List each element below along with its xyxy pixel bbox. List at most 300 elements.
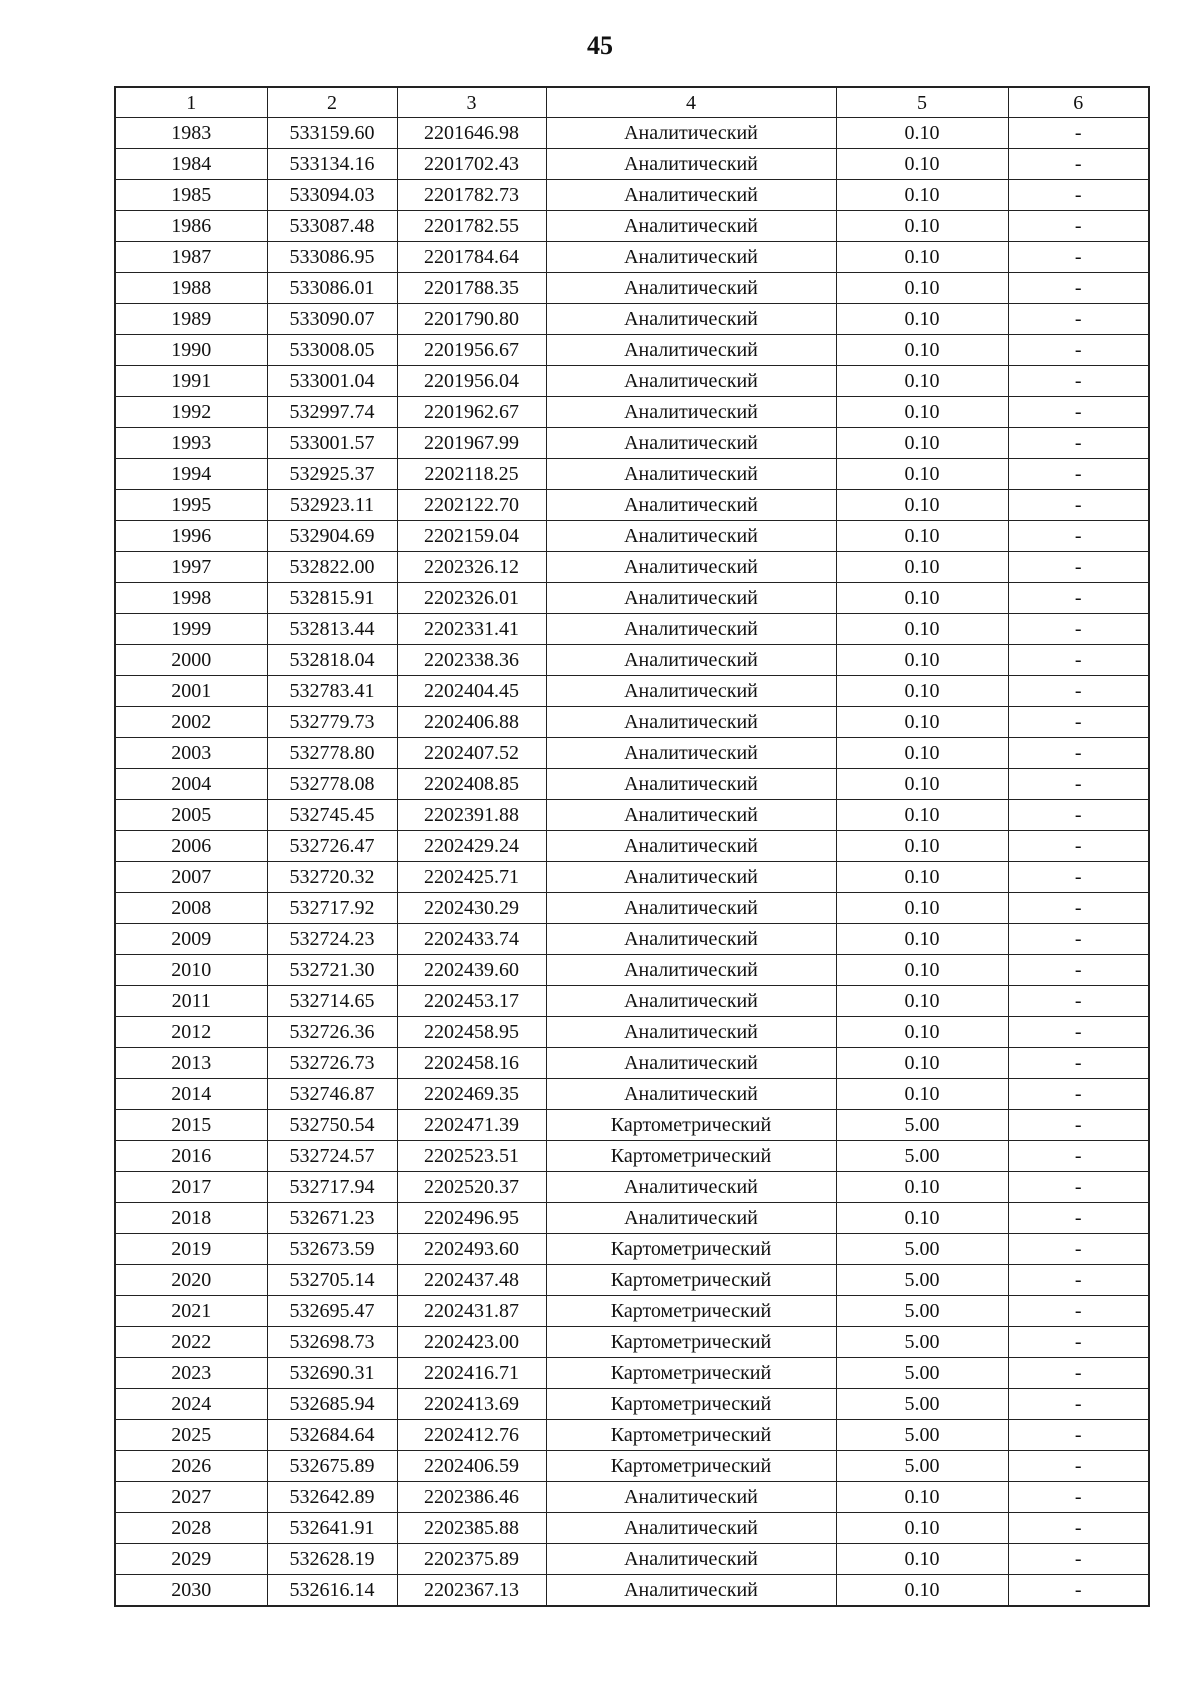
table-row (115, 397, 1149, 428)
point-number-cell: 1991 (115, 366, 267, 397)
column-header: 3 (397, 87, 546, 118)
x-coordinate-cell: 532616.14 (267, 1575, 397, 1607)
x-coordinate-cell: 532818.04 (267, 645, 397, 676)
y-coordinate-cell: 2202386.46 (397, 1482, 546, 1513)
accuracy-cell: 0.10 (836, 273, 1008, 304)
method-cell: Картометрический (546, 1358, 836, 1389)
accuracy-cell: 0.10 (836, 428, 1008, 459)
x-coordinate-cell: 532714.65 (267, 986, 397, 1017)
accuracy-cell: 0.10 (836, 676, 1008, 707)
y-coordinate-cell: 2201956.04 (397, 366, 546, 397)
method-cell: Аналитический (546, 459, 836, 490)
point-number-cell: 2025 (115, 1420, 267, 1451)
accuracy-cell: 0.10 (836, 831, 1008, 862)
method-cell: Аналитический (546, 521, 836, 552)
method-cell: Аналитический (546, 490, 836, 521)
table-row (115, 1296, 1149, 1327)
table-row (115, 1141, 1149, 1172)
table-row (115, 1234, 1149, 1265)
point-number-cell: 2027 (115, 1482, 267, 1513)
table-row (115, 180, 1149, 211)
note-cell: - (1008, 862, 1149, 893)
x-coordinate-cell: 533134.16 (267, 149, 397, 180)
accuracy-cell: 0.10 (836, 552, 1008, 583)
note-cell: - (1008, 304, 1149, 335)
accuracy-cell: 5.00 (836, 1327, 1008, 1358)
method-cell: Аналитический (546, 800, 836, 831)
y-coordinate-cell: 2202469.35 (397, 1079, 546, 1110)
note-cell: - (1008, 273, 1149, 304)
table-row (115, 955, 1149, 986)
accuracy-cell: 5.00 (836, 1420, 1008, 1451)
x-coordinate-cell: 532724.23 (267, 924, 397, 955)
table-row (115, 1079, 1149, 1110)
table-row (115, 428, 1149, 459)
point-number-cell: 1985 (115, 180, 267, 211)
method-cell: Аналитический (546, 428, 836, 459)
point-number-cell: 1992 (115, 397, 267, 428)
y-coordinate-cell: 2202416.71 (397, 1358, 546, 1389)
x-coordinate-cell: 532726.47 (267, 831, 397, 862)
method-cell: Аналитический (546, 738, 836, 769)
method-cell: Картометрический (546, 1420, 836, 1451)
method-cell: Аналитический (546, 273, 836, 304)
accuracy-cell: 0.10 (836, 924, 1008, 955)
point-number-cell: 1994 (115, 459, 267, 490)
x-coordinate-cell: 532717.94 (267, 1172, 397, 1203)
method-cell: Картометрический (546, 1327, 836, 1358)
y-coordinate-cell: 2202453.17 (397, 986, 546, 1017)
table-row (115, 1451, 1149, 1482)
y-coordinate-cell: 2202523.51 (397, 1141, 546, 1172)
x-coordinate-cell: 532822.00 (267, 552, 397, 583)
table-row (115, 1358, 1149, 1389)
table-header-row (115, 87, 1149, 118)
method-cell: Аналитический (546, 893, 836, 924)
table-row (115, 459, 1149, 490)
note-cell: - (1008, 645, 1149, 676)
point-number-cell: 2009 (115, 924, 267, 955)
note-cell: - (1008, 1048, 1149, 1079)
accuracy-cell: 0.10 (836, 1017, 1008, 1048)
accuracy-cell: 0.10 (836, 459, 1008, 490)
note-cell: - (1008, 180, 1149, 211)
method-cell: Аналитический (546, 397, 836, 428)
note-cell: - (1008, 1296, 1149, 1327)
note-cell: - (1008, 490, 1149, 521)
y-coordinate-cell: 2202118.25 (397, 459, 546, 490)
point-number-cell: 1995 (115, 490, 267, 521)
table-row (115, 1048, 1149, 1079)
x-coordinate-cell: 533001.57 (267, 428, 397, 459)
table-row (115, 1017, 1149, 1048)
note-cell: - (1008, 521, 1149, 552)
x-coordinate-cell: 532698.73 (267, 1327, 397, 1358)
x-coordinate-cell: 533159.60 (267, 118, 397, 149)
note-cell: - (1008, 459, 1149, 490)
x-coordinate-cell: 532904.69 (267, 521, 397, 552)
y-coordinate-cell: 2202439.60 (397, 955, 546, 986)
column-header: 5 (836, 87, 1008, 118)
table-row (115, 800, 1149, 831)
note-cell: - (1008, 831, 1149, 862)
x-coordinate-cell: 532705.14 (267, 1265, 397, 1296)
accuracy-cell: 5.00 (836, 1141, 1008, 1172)
point-number-cell: 2014 (115, 1079, 267, 1110)
method-cell: Аналитический (546, 986, 836, 1017)
x-coordinate-cell: 532925.37 (267, 459, 397, 490)
y-coordinate-cell: 2202408.85 (397, 769, 546, 800)
note-cell: - (1008, 986, 1149, 1017)
page-number: 45 (587, 31, 613, 60)
accuracy-cell: 0.10 (836, 1203, 1008, 1234)
y-coordinate-cell: 2202412.76 (397, 1420, 546, 1451)
method-cell: Аналитический (546, 1017, 836, 1048)
table-row (115, 1172, 1149, 1203)
note-cell: - (1008, 149, 1149, 180)
note-cell: - (1008, 1575, 1149, 1607)
x-coordinate-cell: 532717.92 (267, 893, 397, 924)
method-cell: Картометрический (546, 1451, 836, 1482)
method-cell: Аналитический (546, 583, 836, 614)
y-coordinate-cell: 2202433.74 (397, 924, 546, 955)
x-coordinate-cell: 532813.44 (267, 614, 397, 645)
accuracy-cell: 0.10 (836, 1079, 1008, 1110)
note-cell: - (1008, 1203, 1149, 1234)
accuracy-cell: 0.10 (836, 118, 1008, 149)
method-cell: Аналитический (546, 1482, 836, 1513)
accuracy-cell: 0.10 (836, 769, 1008, 800)
point-number-cell: 2030 (115, 1575, 267, 1607)
table-row (115, 769, 1149, 800)
y-coordinate-cell: 2202385.88 (397, 1513, 546, 1544)
x-coordinate-cell: 532690.31 (267, 1358, 397, 1389)
point-number-cell: 2012 (115, 1017, 267, 1048)
x-coordinate-cell: 532675.89 (267, 1451, 397, 1482)
accuracy-cell: 0.10 (836, 366, 1008, 397)
point-number-cell: 2022 (115, 1327, 267, 1358)
y-coordinate-cell: 2202430.29 (397, 893, 546, 924)
point-number-cell: 2026 (115, 1451, 267, 1482)
table-row (115, 1265, 1149, 1296)
x-coordinate-cell: 532815.91 (267, 583, 397, 614)
point-number-cell: 1986 (115, 211, 267, 242)
accuracy-cell: 0.10 (836, 1172, 1008, 1203)
y-coordinate-cell: 2202413.69 (397, 1389, 546, 1420)
table-row (115, 676, 1149, 707)
x-coordinate-cell: 532750.54 (267, 1110, 397, 1141)
method-cell: Картометрический (546, 1389, 836, 1420)
y-coordinate-cell: 2202471.39 (397, 1110, 546, 1141)
method-cell: Аналитический (546, 118, 836, 149)
coordinates-table (114, 86, 1150, 1607)
point-number-cell: 1988 (115, 273, 267, 304)
point-number-cell: 1989 (115, 304, 267, 335)
note-cell: - (1008, 924, 1149, 955)
note-cell: - (1008, 1420, 1149, 1451)
y-coordinate-cell: 2202493.60 (397, 1234, 546, 1265)
y-coordinate-cell: 2202375.89 (397, 1544, 546, 1575)
accuracy-cell: 5.00 (836, 1358, 1008, 1389)
x-coordinate-cell: 533090.07 (267, 304, 397, 335)
column-header: 1 (115, 87, 267, 118)
x-coordinate-cell: 533086.01 (267, 273, 397, 304)
note-cell: - (1008, 955, 1149, 986)
x-coordinate-cell: 532997.74 (267, 397, 397, 428)
method-cell: Аналитический (546, 335, 836, 366)
x-coordinate-cell: 532779.73 (267, 707, 397, 738)
method-cell: Аналитический (546, 955, 836, 986)
accuracy-cell: 0.10 (836, 242, 1008, 273)
accuracy-cell: 0.10 (836, 645, 1008, 676)
y-coordinate-cell: 2202406.59 (397, 1451, 546, 1482)
note-cell: - (1008, 769, 1149, 800)
accuracy-cell: 0.10 (836, 397, 1008, 428)
table-row (115, 1482, 1149, 1513)
point-number-cell: 2023 (115, 1358, 267, 1389)
table-row (115, 552, 1149, 583)
point-number-cell: 2016 (115, 1141, 267, 1172)
accuracy-cell: 0.10 (836, 614, 1008, 645)
y-coordinate-cell: 2202122.70 (397, 490, 546, 521)
table-row (115, 211, 1149, 242)
point-number-cell: 1996 (115, 521, 267, 552)
x-coordinate-cell: 532745.45 (267, 800, 397, 831)
point-number-cell: 1998 (115, 583, 267, 614)
point-number-cell: 2008 (115, 893, 267, 924)
table-row (115, 490, 1149, 521)
point-number-cell: 2003 (115, 738, 267, 769)
method-cell: Аналитический (546, 1575, 836, 1607)
note-cell: - (1008, 1451, 1149, 1482)
method-cell: Аналитический (546, 1079, 836, 1110)
table-row (115, 893, 1149, 924)
point-number-cell: 1984 (115, 149, 267, 180)
note-cell: - (1008, 1358, 1149, 1389)
point-number-cell: 1993 (115, 428, 267, 459)
x-coordinate-cell: 533001.04 (267, 366, 397, 397)
table-row (115, 645, 1149, 676)
x-coordinate-cell: 532724.57 (267, 1141, 397, 1172)
y-coordinate-cell: 2202406.88 (397, 707, 546, 738)
table-row (115, 924, 1149, 955)
point-number-cell: 2001 (115, 676, 267, 707)
accuracy-cell: 0.10 (836, 180, 1008, 211)
method-cell: Аналитический (546, 645, 836, 676)
note-cell: - (1008, 335, 1149, 366)
point-number-cell: 2013 (115, 1048, 267, 1079)
table-row (115, 831, 1149, 862)
point-number-cell: 1987 (115, 242, 267, 273)
column-header: 4 (546, 87, 836, 118)
note-cell: - (1008, 1141, 1149, 1172)
note-cell: - (1008, 676, 1149, 707)
y-coordinate-cell: 2201956.67 (397, 335, 546, 366)
table-row (115, 1544, 1149, 1575)
table-row (115, 1420, 1149, 1451)
y-coordinate-cell: 2202326.12 (397, 552, 546, 583)
note-cell: - (1008, 707, 1149, 738)
point-number-cell: 2005 (115, 800, 267, 831)
x-coordinate-cell: 532685.94 (267, 1389, 397, 1420)
x-coordinate-cell: 532673.59 (267, 1234, 397, 1265)
table-row (115, 1327, 1149, 1358)
note-cell: - (1008, 552, 1149, 583)
table-row (115, 304, 1149, 335)
y-coordinate-cell: 2201784.64 (397, 242, 546, 273)
y-coordinate-cell: 2201646.98 (397, 118, 546, 149)
note-cell: - (1008, 1389, 1149, 1420)
method-cell: Аналитический (546, 242, 836, 273)
x-coordinate-cell: 533094.03 (267, 180, 397, 211)
table-row (115, 118, 1149, 149)
accuracy-cell: 0.10 (836, 335, 1008, 366)
column-header: 6 (1008, 87, 1149, 118)
method-cell: Аналитический (546, 304, 836, 335)
table-row (115, 1110, 1149, 1141)
y-coordinate-cell: 2202458.95 (397, 1017, 546, 1048)
accuracy-cell: 5.00 (836, 1296, 1008, 1327)
point-number-cell: 2029 (115, 1544, 267, 1575)
accuracy-cell: 0.10 (836, 1048, 1008, 1079)
x-coordinate-cell: 532721.30 (267, 955, 397, 986)
table-row (115, 335, 1149, 366)
y-coordinate-cell: 2201782.55 (397, 211, 546, 242)
y-coordinate-cell: 2202338.36 (397, 645, 546, 676)
table-row (115, 1513, 1149, 1544)
x-coordinate-cell: 532695.47 (267, 1296, 397, 1327)
y-coordinate-cell: 2202431.87 (397, 1296, 546, 1327)
accuracy-cell: 0.10 (836, 955, 1008, 986)
method-cell: Аналитический (546, 862, 836, 893)
point-number-cell: 2020 (115, 1265, 267, 1296)
x-coordinate-cell: 532642.89 (267, 1482, 397, 1513)
x-coordinate-cell: 532628.19 (267, 1544, 397, 1575)
note-cell: - (1008, 1482, 1149, 1513)
method-cell: Аналитический (546, 676, 836, 707)
note-cell: - (1008, 1172, 1149, 1203)
method-cell: Аналитический (546, 1172, 836, 1203)
method-cell: Аналитический (546, 1203, 836, 1234)
method-cell: Аналитический (546, 552, 836, 583)
note-cell: - (1008, 242, 1149, 273)
y-coordinate-cell: 2202367.13 (397, 1575, 546, 1607)
accuracy-cell: 0.10 (836, 211, 1008, 242)
method-cell: Аналитический (546, 1048, 836, 1079)
note-cell: - (1008, 1110, 1149, 1141)
method-cell: Аналитический (546, 769, 836, 800)
note-cell: - (1008, 1079, 1149, 1110)
y-coordinate-cell: 2201962.67 (397, 397, 546, 428)
table-row (115, 862, 1149, 893)
table-row (115, 583, 1149, 614)
y-coordinate-cell: 2202429.24 (397, 831, 546, 862)
accuracy-cell: 5.00 (836, 1110, 1008, 1141)
point-number-cell: 2011 (115, 986, 267, 1017)
y-coordinate-cell: 2201788.35 (397, 273, 546, 304)
note-cell: - (1008, 893, 1149, 924)
accuracy-cell: 0.10 (836, 1513, 1008, 1544)
note-cell: - (1008, 118, 1149, 149)
method-cell: Аналитический (546, 831, 836, 862)
accuracy-cell: 0.10 (836, 490, 1008, 521)
accuracy-cell: 5.00 (836, 1265, 1008, 1296)
note-cell: - (1008, 1544, 1149, 1575)
note-cell: - (1008, 614, 1149, 645)
accuracy-cell: 0.10 (836, 738, 1008, 769)
note-cell: - (1008, 1327, 1149, 1358)
x-coordinate-cell: 533008.05 (267, 335, 397, 366)
x-coordinate-cell: 532746.87 (267, 1079, 397, 1110)
point-number-cell: 2004 (115, 769, 267, 800)
accuracy-cell: 0.10 (836, 1575, 1008, 1607)
y-coordinate-cell: 2202391.88 (397, 800, 546, 831)
accuracy-cell: 5.00 (836, 1234, 1008, 1265)
point-number-cell: 1990 (115, 335, 267, 366)
y-coordinate-cell: 2202496.95 (397, 1203, 546, 1234)
point-number-cell: 2015 (115, 1110, 267, 1141)
note-cell: - (1008, 800, 1149, 831)
method-cell: Аналитический (546, 1544, 836, 1575)
point-number-cell: 2028 (115, 1513, 267, 1544)
table-row (115, 149, 1149, 180)
method-cell: Картометрический (546, 1110, 836, 1141)
x-coordinate-cell: 532641.91 (267, 1513, 397, 1544)
x-coordinate-cell: 532726.73 (267, 1048, 397, 1079)
y-coordinate-cell: 2201702.43 (397, 149, 546, 180)
method-cell: Картометрический (546, 1296, 836, 1327)
method-cell: Аналитический (546, 924, 836, 955)
table-row (115, 707, 1149, 738)
point-number-cell: 1997 (115, 552, 267, 583)
x-coordinate-cell: 532671.23 (267, 1203, 397, 1234)
table-row (115, 738, 1149, 769)
note-cell: - (1008, 211, 1149, 242)
method-cell: Картометрический (546, 1234, 836, 1265)
table-row (115, 273, 1149, 304)
point-number-cell: 2021 (115, 1296, 267, 1327)
y-coordinate-cell: 2202425.71 (397, 862, 546, 893)
x-coordinate-cell: 532726.36 (267, 1017, 397, 1048)
method-cell: Аналитический (546, 614, 836, 645)
point-number-cell: 2024 (115, 1389, 267, 1420)
note-cell: - (1008, 1234, 1149, 1265)
x-coordinate-cell: 532720.32 (267, 862, 397, 893)
table-row (115, 521, 1149, 552)
method-cell: Аналитический (546, 149, 836, 180)
accuracy-cell: 0.10 (836, 1482, 1008, 1513)
y-coordinate-cell: 2202326.01 (397, 583, 546, 614)
x-coordinate-cell: 533087.48 (267, 211, 397, 242)
method-cell: Аналитический (546, 707, 836, 738)
method-cell: Аналитический (546, 1513, 836, 1544)
table-row (115, 366, 1149, 397)
point-number-cell: 2018 (115, 1203, 267, 1234)
point-number-cell: 1999 (115, 614, 267, 645)
table-body (115, 118, 1149, 1607)
y-coordinate-cell: 2202458.16 (397, 1048, 546, 1079)
accuracy-cell: 0.10 (836, 893, 1008, 924)
method-cell: Аналитический (546, 366, 836, 397)
y-coordinate-cell: 2201790.80 (397, 304, 546, 335)
note-cell: - (1008, 366, 1149, 397)
note-cell: - (1008, 1265, 1149, 1296)
method-cell: Аналитический (546, 180, 836, 211)
table-row (115, 1389, 1149, 1420)
y-coordinate-cell: 2201967.99 (397, 428, 546, 459)
accuracy-cell: 0.10 (836, 1544, 1008, 1575)
point-number-cell: 1983 (115, 118, 267, 149)
